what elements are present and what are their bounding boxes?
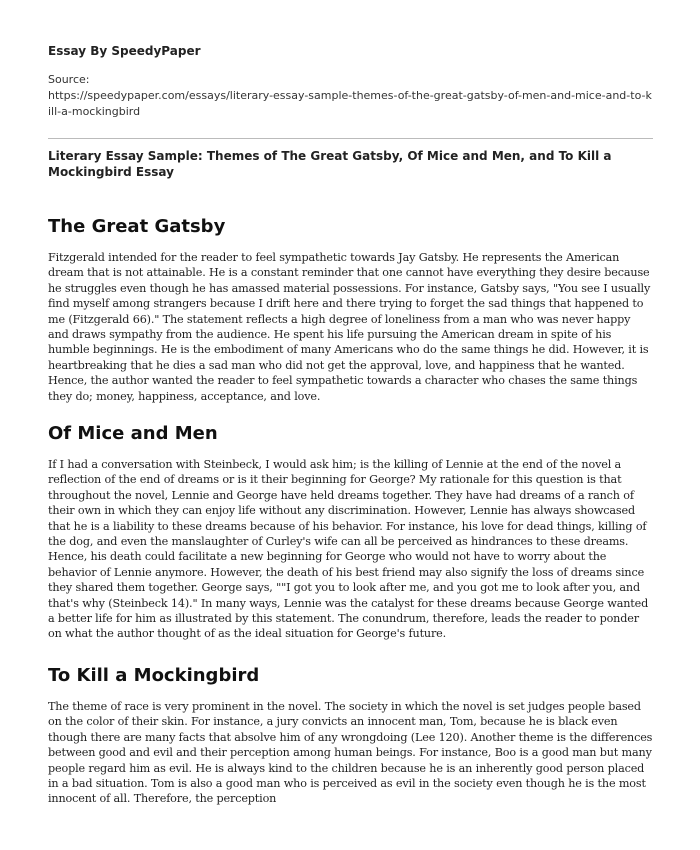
section-of-mice-and-men (48, 423, 653, 642)
brand-label: Essay By SpeedyPaper (48, 44, 201, 58)
section-body: The theme of race is very prominent in the novel. The society in which the novel is set judges people based on the color of their skin. For instance, a jury convicts an innocent man, Tom, because he is black even though there are many facts that absolve him of any wrongdoing (Lee 120). Another theme is the differences between good and evil and their perception among human beings. For instance, Boo is a good man but many people regard him as evil. He is always kind to the children because he is an inherently good person placed in a bad situation. Tom is also a good man who is perceived as evil in the society even though he is the most innocent of all. Therefore, the perception (48, 700, 653, 806)
section-to-kill-a-mockingbird (48, 665, 653, 807)
section-heading: To Kill a Mockingbird (48, 665, 260, 686)
section-body: If I had a conversation with Steinbeck, I would ask him; is the killing of Lennie at the end of the novel a reflection of the end of dreams or is it their beginning for George? My rationale for this question is that throughout the novel, Lennie and George have held dreams together. They have had dreams of a ranch of their own in which they can enjoy life without any discrimination. However, Lennie has always showcased that he is a liability to these dreams because of his behavior. For instance, his love for dead things, killing of the dog, and even the manslaughter of Curley's wife can all be perceived as hindrances to these dreams. Hence, his death could facilitate a new beginning for George who would not have to worry about the behavior of Lennie anymore. However, the death of his best friend may also signify the loss of dreams since they shared them together. George says, ""I got you to look after me, and you got me to look after you, and that's why (Steinbeck 14)." In many ways, Lennie was the catalyst for these dreams because George wanted a better life for him as illustrated by this statement. The conundrum, therefore, leads the reader to ponder on what the author thought of as the ideal situation for George's future. (48, 458, 649, 641)
source-label: Source: (48, 73, 90, 86)
divider (48, 138, 653, 139)
section-great-gatsby (48, 216, 653, 404)
source-url[interactable]: https://speedypaper.com/essays/literary-essay-sample-themes-of-the-great-gatsby-of-men-and-mice-and-to-kill-a-mockingbird (48, 89, 652, 118)
section-body: Fitzgerald intended for the reader to feel sympathetic towards Jay Gatsby. He represents the American dream that is not attainable. He is a constant reminder that one cannot have everything they desire because he struggles even though he has amassed material possessions. For instance, Gatsby says, "You see I usually find myself among strangers because I drift here and there trying to forget the sad things that happened to me (Fitzgerald 66)." The statement reflects a high degree of loneliness from a man who was never happy and draws sympathy from the audience. He spent his life pursuing the American dream in spite of his humble beginnings. He is the embodiment of many Americans who do the same things he did. However, it is heartbreaking that he dies a sad man who did not get the approval, love, and happiness that he wanted. Hence, the author wanted the reader to feel sympathetic towards a character who chases the same things they do; money, happiness, acceptance, and love. (48, 251, 651, 403)
section-heading: Of Mice and Men (48, 423, 218, 444)
section-heading: The Great Gatsby (48, 216, 226, 237)
essay-title: Literary Essay Sample: Themes of The Great Gatsby, Of Mice and Men, and To Kill a Mockingbird Essay (48, 149, 612, 179)
source-block (48, 72, 653, 120)
